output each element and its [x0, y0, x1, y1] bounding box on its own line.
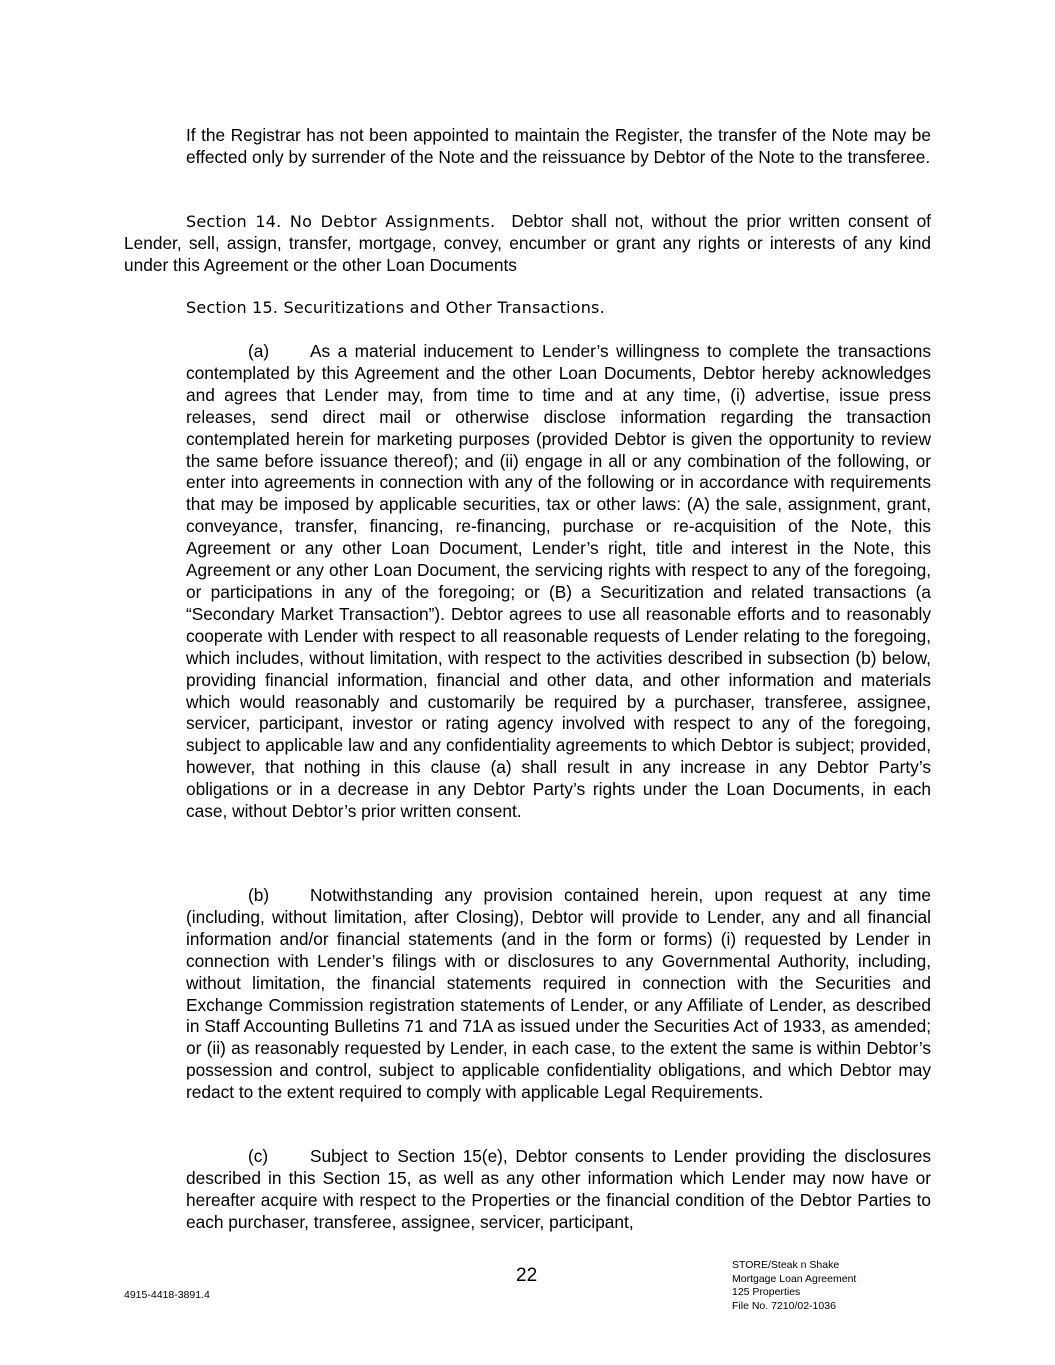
- subsection-b-label: (b): [248, 885, 270, 905]
- subsection-c-label: (c): [248, 1146, 269, 1166]
- subsection-c-text: Subject to Section 15(e), Debtor consents to Lender providing the disclosures described in this Section 15, as well as any other information which Lender may now have or hereafter acquire with respect to the Properties or the financial condition of the Debtor Parties to each purchaser, transferee, assignee, servicer, participant,: [186, 1146, 931, 1232]
- subsection-a-label: (a): [248, 341, 270, 361]
- document-reference: [732, 1259, 856, 1313]
- reference-line-3: 125 Properties: [732, 1286, 801, 1298]
- page-number: 22: [516, 1265, 538, 1286]
- reference-line-4: File No. 7210/02-1036: [732, 1299, 836, 1312]
- section-14-paragraph: [124, 211, 931, 277]
- subsection-a: [186, 341, 931, 823]
- section-14-heading: Section 14. No Debtor Assignments.: [186, 212, 496, 231]
- paragraph-registrar: If the Registrar has not been appointed to maintain the Register, the transfer of the Note may be effected only by surrender of the Note and the reissuance by Debtor of the Note to the transferee.: [186, 125, 931, 167]
- subsection-b: [186, 885, 931, 1104]
- section-15-heading-paragraph: [186, 297, 931, 319]
- document-id: 4915-4418-3891.4: [124, 1289, 210, 1301]
- subsection-a-text: As a material inducement to Lender’s willingness to complete the transactions contemplated by this Agreement and the other Loan Documents, Debtor hereby acknowledges and agrees that Lender may, from time to time and at any time, (i) advertise, issue press releases, send direct mail or otherwise disclose information regarding the transaction contemplated herein for marketing purposes (provided Debtor is given the opportunity to review the same before issuance thereof); and (ii) engage in all or any combination of the following, or enter into agreements in connection with any of the following or in accordance with requirements that may be imposed by applicable securities, tax or other laws: (A) the sale, assignment, grant, conveyance, transfer, financing, re-financing, purchase or re-acquisition of the Note, this Agreement or any other Loan Document, Lender’s right, title and interest in the Note, this Agreement or any other Loan Document, the servicing rights with respect to any of the foregoing, or participations in any of the foregoing; or (B) a Securitization and related transactions (a “Secondary Market Transaction”). Debtor agrees to use all reasonable efforts and to reasonably cooperate with Lender with respect to all reasonable requests of Lender relating to the foregoing, which includes, without limitation, with respect to the activities described in subsection (b) below, providing financial information, financial and other data, and other information and materials which would reasonably and customarily be required by a purchaser, transferee, assignee, servicer, participant, investor or rating agency involved with respect to any of the foregoing, subject to applicable law and any confidentiality agreements to which Debtor is subject; provided, however, that nothing in this clause (a) shall result in any increase in any Debtor Party’s obligations or in a decrease in any Debtor Party’s rights under the Loan Documents, in each case, without Debtor’s prior written consent.: [186, 341, 931, 822]
- reference-line-2: Mortgage Loan Agreement: [732, 1272, 857, 1285]
- subsection-c: [186, 1146, 931, 1234]
- section-14-body: Debtor shall not, without the prior written consent of Lender, sell, assign, transfer, mortgage, convey, encumber or grant any rights or interests of any kind under this Agreement or the other Loan Documents: [124, 211, 931, 275]
- section-15-heading: Section 15. Securitizations and Other Transactions.: [186, 298, 605, 317]
- reference-line-1: STORE/Steak n Shake: [732, 1259, 840, 1271]
- subsection-b-text: Notwithstanding any provision contained herein, upon request at any time (including, without limitation, after Closing), Debtor will provide to Lender, any and all financial information and/or financial statements (and in the form or forms) (i) requested by Lender in connection with Lender’s filings with or disclosures to any Governmental Authority, including, without limitation, the financial statements required in connection with the Securities and Exchange Commission registration statements of Lender, or any Affiliate of Lender, as described in Staff Accounting Bulletins 71 and 71A as issued under the Securities Act of 1933, as amended; or (ii) as reasonably requested by Lender, in each case, to the extent the same is within Debtor’s possession and control, subject to applicable confidentiality obligations, and which Debtor may redact to the extent required to comply with applicable Legal Requirements.: [186, 885, 931, 1103]
